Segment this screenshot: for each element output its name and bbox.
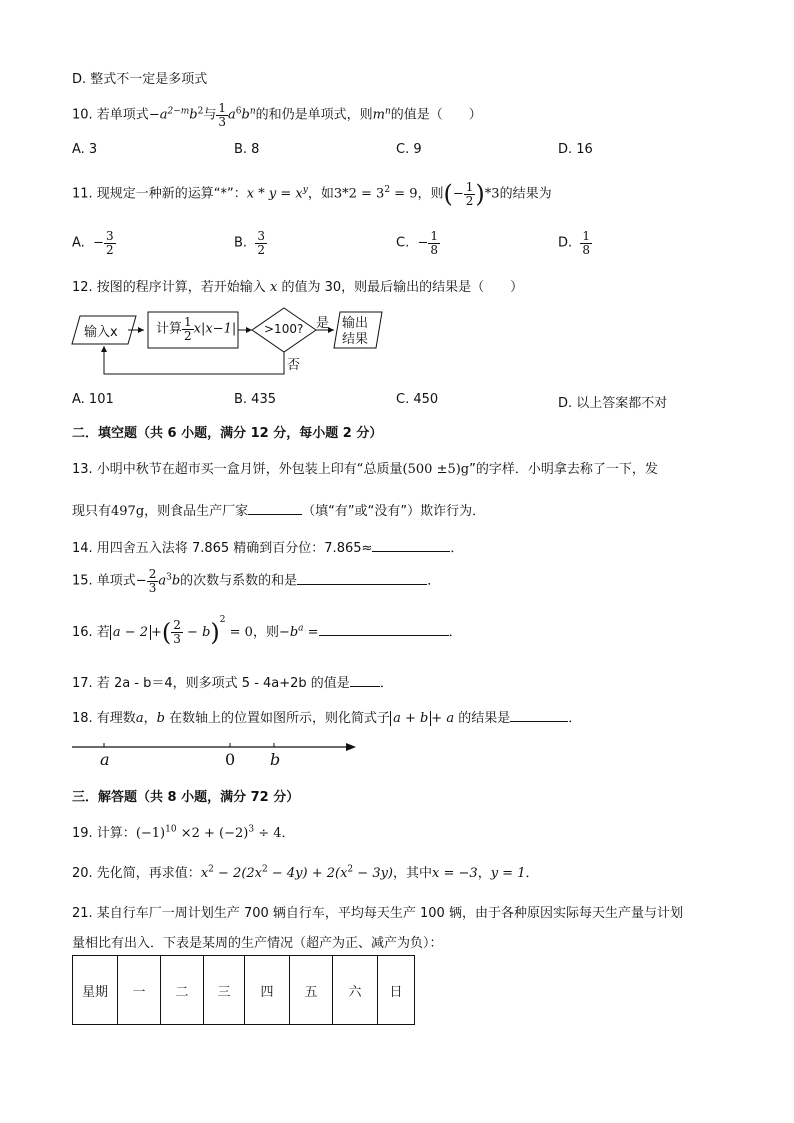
q14-text: 14. 用四舍五入法将 7.865 精确到百分位：7.865≈ (72, 541, 373, 556)
q19-prefix: 19. 计算： (72, 826, 136, 841)
q13-line2 (72, 500, 485, 519)
q13-line1 (72, 458, 658, 477)
q15-term-sup: 3 (166, 572, 172, 583)
table-header-cell: 日 (378, 956, 415, 1025)
q11-option-b (234, 230, 267, 256)
q11-option-a-sign: − (93, 235, 104, 251)
q15-term: a (158, 573, 167, 589)
q13-line2-c: （填“有”或“没有”）欺诈行为． (302, 504, 486, 519)
q20-xval: x = −3 (432, 866, 478, 881)
q20-expr-a: x (200, 866, 209, 881)
q13-answer-blank[interactable] (248, 502, 302, 515)
q16-eq: = 0，则 (225, 625, 279, 640)
q19-end: ． (281, 826, 295, 841)
q16-fraction: $\frac{2}{3}$ (173, 618, 181, 646)
q18 (72, 707, 581, 726)
q16-minus-b: − b (182, 625, 211, 640)
q16-prefix: 16. 若 (72, 625, 110, 640)
q11-option-a-fraction: $\frac{3}{2}$ (105, 229, 114, 257)
table-header-cell: 四 (245, 956, 290, 1025)
number-line-label-b: b (270, 750, 281, 769)
q13-line2-a: 现只有 (72, 504, 112, 519)
q17 (72, 672, 393, 691)
q12-stem (72, 276, 523, 295)
q12-option-a: A. 101 (72, 392, 114, 407)
production-table (72, 955, 415, 1025)
flow-yes-label: 是 (316, 316, 330, 331)
q11-option-c (396, 230, 440, 256)
q20-expr-b-sup: 2 (262, 864, 268, 875)
section-3-title: 三．解答题（共 8 小题，满分 72 分） (72, 790, 300, 805)
q18-text-d: 的结果是 (458, 711, 511, 726)
q18-plus-a: + a (431, 711, 455, 726)
section-2-title: 二．填空题（共 6 小题，满分 12 分，每小题 2 分） (72, 426, 383, 441)
q10-option-c: C. 9 (396, 142, 422, 157)
q16-answer-blank[interactable] (319, 623, 449, 636)
q12-text: 12. 按图的程序计算，若开始输入 (72, 280, 266, 295)
q10-option-a: A. 3 (72, 142, 98, 157)
q16-eq2: = (303, 625, 319, 640)
q18-text-c: 在数轴上的位置如图所示，则化简式子 (164, 711, 391, 726)
q10-mn-sup: n (384, 106, 391, 117)
q13-line1-b: ”的字样．小明拿去称了一下，发 (469, 462, 658, 477)
number-line-label-a: a (100, 750, 110, 769)
table-header-cell: 星期 (73, 956, 118, 1025)
q20-sep: ， (477, 866, 491, 881)
flow-input-label: 输入x (84, 325, 118, 340)
q11-op: *3 (484, 186, 500, 202)
number-line-label-0: 0 (225, 750, 236, 769)
q11-definition-sup: y (302, 185, 308, 196)
q10-term2-b-sup: n (249, 106, 256, 117)
q18-abs-expr: a + b (390, 711, 431, 726)
flow-calc-expr: x|x−1| (193, 321, 237, 337)
q15 (72, 568, 440, 594)
q11-option-a (72, 230, 116, 256)
q16-square: 2 (219, 615, 226, 625)
q19-p2: (−2) (219, 826, 249, 841)
q10-term1-sup: 2−m (167, 106, 190, 117)
q15-prefix: 15. 单项式− (72, 573, 147, 589)
q19-p2-sup: 3 (248, 824, 255, 835)
q13-line2-b: ，则食品生产厂家 (144, 504, 249, 519)
q14-answer-blank[interactable] (372, 539, 450, 552)
q9-option-d: D. 整式不一定是多项式 (72, 72, 208, 87)
q11-option-d-fraction: $\frac{1}{8}$ (582, 229, 591, 257)
arrow-right-icon (346, 743, 356, 751)
q10-term1-b: b (189, 107, 198, 123)
q11-option-a-label: A. (72, 235, 85, 251)
flow-no-label: 否 (287, 358, 301, 373)
left-paren: ( (443, 180, 453, 208)
q19-mid: ×2 + (176, 826, 220, 841)
flow-loop-back (104, 346, 284, 374)
q17-text: 17. 若 2a - b＝4，则多项式 5 - 4a+2b 的值是 (72, 676, 350, 691)
q20-expr-d: − 3y) (353, 866, 394, 881)
arrowhead-icon (138, 327, 144, 333)
q11-fraction: $\frac{1}{2}$ (465, 179, 474, 208)
q11-option-b-fraction: $\frac{3}{2}$ (257, 229, 265, 257)
q15-term-b: b (171, 573, 181, 589)
q18-text-a: 18. 有理数 (72, 711, 136, 726)
q18-a: a (135, 711, 144, 726)
q21-line1: 21. 某自行车厂一周计划生产 700 辆自行车，平均每天生产 100 辆，由于各种原因实际每天生产量与计划 (72, 906, 683, 921)
flow-calc-prefix: 计算 (156, 321, 183, 337)
q16-result: −b (278, 625, 299, 640)
q18-text-b: ， (143, 711, 157, 726)
q13-weight: 497g (111, 504, 145, 519)
table-header-cell: 一 (118, 956, 161, 1025)
q20-prefix: 20. 先化简，再求值： (72, 866, 201, 881)
q11-option-c-fraction: $\frac{1}{8}$ (430, 229, 439, 257)
q10-option-d: D. 16 (558, 142, 593, 157)
q10-term1-b-sup: 2 (197, 106, 204, 117)
flow-output-line2: 结果 (342, 332, 369, 347)
q19 (72, 822, 295, 841)
q15-end: ． (427, 573, 441, 589)
q20-expr-b: − 2(2x (213, 866, 262, 881)
flow-output-line1: 输出 (342, 316, 369, 331)
q15-fraction: $\frac{2}{3}$ (148, 567, 157, 595)
q19-p1: (−1) (135, 826, 166, 841)
q11-option-d (558, 230, 592, 256)
q16-plus: + (151, 625, 162, 640)
flow-calc-label (156, 316, 236, 342)
q11-example: 3*2 = 3 (333, 186, 385, 202)
q12-var: x (269, 280, 278, 295)
q16-result-sup: a (298, 623, 304, 634)
q12-option-b: B. 435 (234, 392, 276, 407)
q10-stem (72, 102, 482, 128)
number-line (70, 738, 360, 758)
q11-neg: − (452, 186, 464, 202)
q13-mass: (500 ±5)g (402, 462, 470, 477)
q10-term1: −a (148, 107, 168, 123)
q11-option-c-sign: − (417, 235, 429, 251)
q14 (72, 537, 463, 556)
q15-suffix: 的次数与系数的和是 (180, 573, 298, 589)
q13-line1-a: 13. 小明中秋节在超市买一盒月饼，外包装上印有“总质量 (72, 462, 403, 477)
q20-where: ，其中 (393, 866, 433, 881)
q12-text2: 的值为 30，则最后输出的结果是（ ） (281, 280, 524, 295)
right-paren: ) (475, 180, 485, 208)
flow-condition: >100? (264, 322, 304, 336)
table-header-cell: 二 (161, 956, 204, 1025)
q10-prefix: 10. 若单项式 (72, 107, 149, 123)
arrowhead-icon (246, 327, 252, 333)
q11-option-c-label: C. (396, 235, 410, 251)
q16 (72, 615, 462, 647)
q11-example-lead: ，如 (307, 186, 334, 202)
left-paren: ( (161, 618, 172, 647)
q17-end: ． (379, 676, 393, 691)
q19-p1-sup: 10 (165, 824, 177, 835)
q11-example-tail: = 9 (390, 186, 418, 202)
q16-end: ． (448, 625, 462, 640)
q10-middle: 的和仍是单项式，则 (255, 107, 373, 123)
q20-yval: y = 1 (490, 866, 526, 881)
q11-example-sup: 2 (384, 185, 391, 196)
table-header-cell: 三 (204, 956, 245, 1025)
q12-option-c: C. 450 (396, 392, 439, 407)
q10-fraction: $\frac{1}{3}$ (218, 101, 226, 129)
right-paren: ) (210, 618, 220, 647)
q20 (72, 862, 539, 881)
q18-b: b (156, 711, 165, 726)
q11-prefix: 11. 现规定一种新的运算“*”： (72, 186, 247, 202)
q10-term2-a: a (228, 107, 236, 123)
q10-conj: 与 (203, 107, 217, 123)
flow-calc-fraction: $\frac{1}{2}$ (184, 315, 192, 343)
table-row (73, 956, 415, 1025)
q11-suffix: 的结果为 (499, 186, 552, 202)
arrowhead-icon (101, 346, 107, 352)
q17-answer-blank[interactable] (350, 674, 380, 687)
q20-end: ． (525, 866, 539, 881)
q10-term2-a-sup: 6 (235, 106, 242, 117)
flow-output-label (342, 316, 368, 348)
q11-option-b-label: B. (234, 235, 248, 251)
q20-expr-c-sup: 2 (347, 864, 354, 875)
q18-end: ． (568, 711, 582, 726)
q16-abs-expr: a − 2 (110, 625, 151, 640)
q19-tail: ÷ 4 (254, 826, 282, 841)
q10-mn: m (372, 107, 385, 123)
q11-definition: x * y = x (246, 186, 303, 202)
q12-option-d: D. 以上答案都不对 (558, 396, 668, 411)
q20-expr-a-sup: 2 (208, 864, 214, 875)
table-header-cell: 五 (290, 956, 333, 1025)
q10-option-b: B. 8 (234, 142, 260, 157)
q21-line2: 量相比有出入．下表是某周的生产情况（超产为正、减产为负）： (72, 936, 443, 951)
q10-term2-b: b (241, 107, 250, 123)
q10-suffix: 的值是（ ） (390, 107, 482, 123)
q20-expr-c: − 4y) + 2(x (267, 866, 348, 881)
q14-end: ． (450, 541, 464, 556)
q15-answer-blank[interactable] (297, 572, 427, 585)
q11-then: ，则 (417, 186, 444, 202)
q18-answer-blank[interactable] (510, 709, 568, 722)
q11-option-d-label: D. (558, 235, 573, 251)
q11-stem (72, 180, 552, 208)
table-header-cell: 六 (333, 956, 378, 1025)
